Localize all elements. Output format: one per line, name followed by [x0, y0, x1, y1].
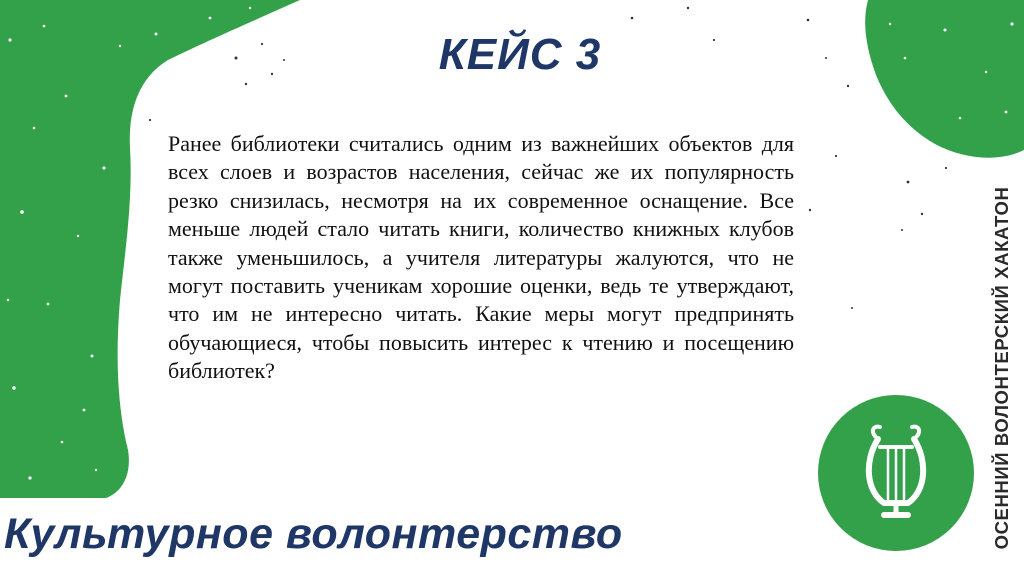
slide-title: КЕЙС 3	[438, 30, 602, 79]
lyre-icon	[818, 395, 974, 551]
slide-subtitle: Культурное волонтерство	[4, 510, 623, 558]
case-description: Ранее библиотеки считались одним из важнейших объектов для всех слоев и возрастов населения, сейчас же их популярность резко снизилась, несмотря на их современное оснащение. Все меньше людей стало читать книги, количество книжных клубов также уменьшилось, а учителя литературы жалуются, что не могут поставить ученикам хорошие оценки, ведь те утверждают, что им не интересно читать. Какие меры могут предпринять обучающиеся, чтобы повысить интерес к чтению и посещению библиотек?	[168, 131, 794, 384]
logo-circle	[818, 395, 974, 551]
event-label-container	[985, 172, 1019, 564]
event-label: ОСЕННИЙ ВОЛОНТЕРСКИЙ ХАКАТОН	[991, 186, 1012, 550]
